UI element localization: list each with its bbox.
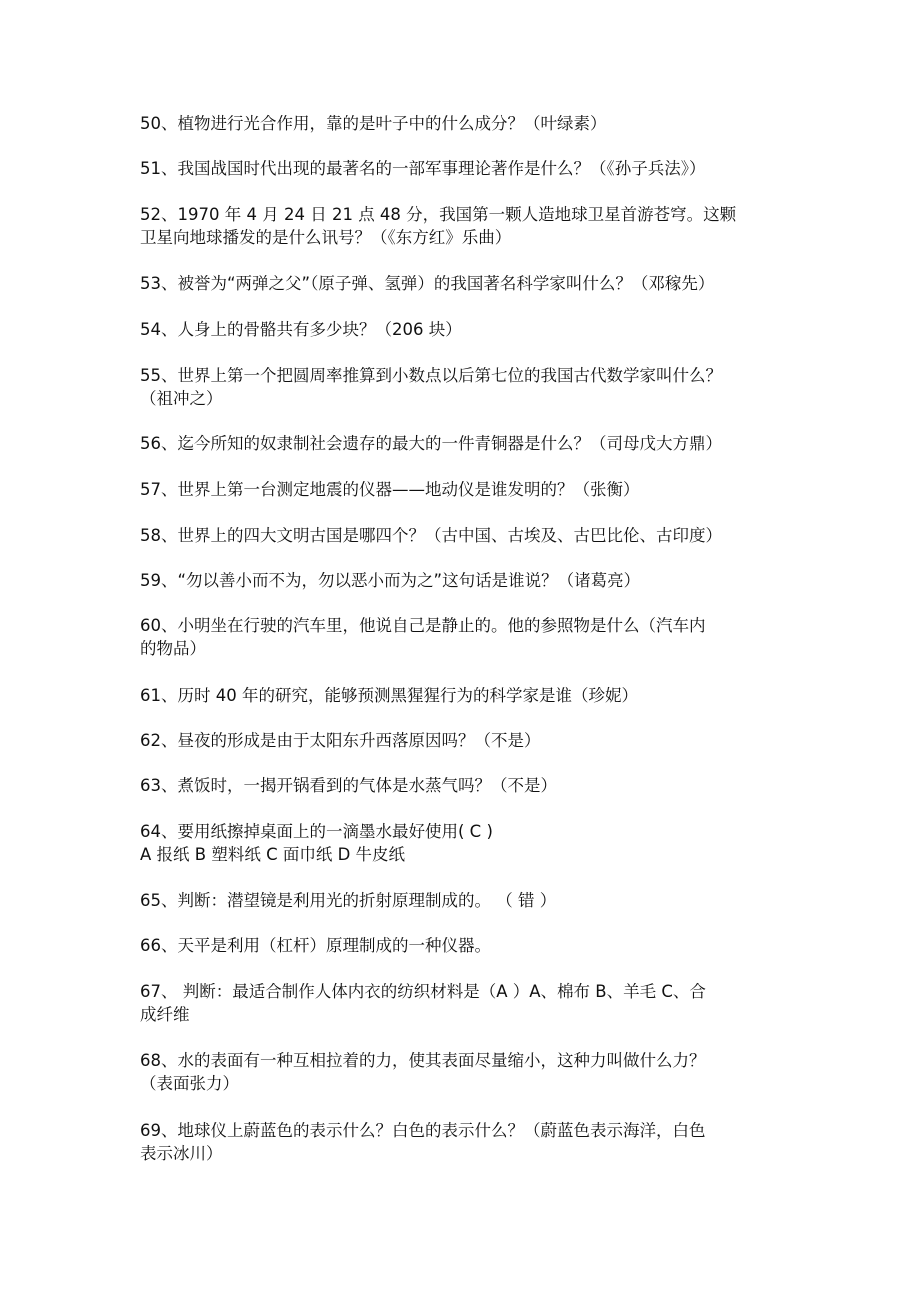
question-text: 62、昼夜的形成是由于太阳东升西落原因吗？（不是） [140, 731, 541, 750]
question-text: 成纤维 [140, 1005, 190, 1024]
question-56 [140, 432, 790, 455]
question-text: 59、“勿以善小而不为，勿以恶小而为之”这句话是谁说？（诸葛亮） [140, 571, 641, 590]
question-text: 63、煮饭时，一揭开锅看到的气体是水蒸气吗？（不是） [140, 776, 557, 795]
question-text: 卫星向地球播发的是什么讯号？（《东方红》乐曲） [140, 228, 512, 247]
question-text: 61、历时 40 年的研究，能够预测黑猩猩行为的科学家是谁（珍妮） [140, 686, 638, 705]
question-text: 52、1970 年 4 月 24 日 21 点 48 分，我国第一颗人造地球卫星首游苍穹。这颗 [140, 205, 737, 224]
question-57 [140, 478, 790, 501]
question-text: 53、被誉为“两弹之父”（原子弹、氢弹）的我国著名科学家叫什么？（邓稼先） [140, 274, 715, 293]
question-69 [140, 1119, 790, 1165]
question-options: A 报纸 B 塑料纸 C 面巾纸 D 牛皮纸 [140, 845, 406, 864]
question-51 [140, 157, 790, 180]
question-55 [140, 364, 790, 410]
question-text: （祖冲之） [140, 389, 223, 408]
question-53 [140, 272, 790, 295]
question-68 [140, 1049, 790, 1095]
question-60 [140, 614, 790, 660]
question-50 [140, 112, 790, 135]
question-text: 56、迄今所知的奴隶制社会遗存的最大的一件青铜器是什么？（司母戊大方鼎） [140, 434, 722, 453]
question-61 [140, 684, 790, 707]
question-65 [140, 889, 790, 912]
question-58 [140, 524, 790, 547]
question-64 [140, 820, 790, 866]
question-54 [140, 318, 790, 341]
question-text: 58、世界上的四大文明古国是哪四个？（古中国、古埃及、古巴比伦、古印度） [140, 526, 722, 545]
question-text: 54、人身上的骨骼共有多少块？（206 块） [140, 320, 462, 339]
question-52 [140, 203, 790, 249]
question-text: 64、要用纸擦掉桌面上的一滴墨水最好使用( C ) [140, 822, 493, 841]
question-text: 55、世界上第一个把圆周率推算到小数点以后第七位的我国古代数学家叫什么？ [140, 366, 722, 385]
question-text: 50、植物进行光合作用，靠的是叶子中的什么成分？（叶绿素） [140, 114, 607, 133]
question-text: 65、判断：潜望镜是利用光的折射原理制成的。 （ 错 ） [140, 891, 557, 910]
question-59 [140, 569, 790, 592]
question-text: 68、水的表面有一种互相拉着的力，使其表面尽量缩小，这种力叫做什么力？ [140, 1051, 706, 1070]
question-62 [140, 729, 790, 752]
question-text: 66、天平是利用（杠杆）原理制成的一种仪器。 [140, 936, 491, 955]
question-text: 的物品） [140, 639, 206, 658]
question-67 [140, 980, 790, 1026]
question-66 [140, 934, 790, 957]
question-text: 57、世界上第一台测定地震的仪器——地动仪是谁发明的？（张衡） [140, 480, 640, 499]
question-text: 51、我国战国时代出现的最著名的一部军事理论著作是什么？（《孙子兵法》） [140, 159, 706, 178]
question-63 [140, 774, 790, 797]
question-text: 表示冰川） [140, 1144, 223, 1163]
question-text: 67、 判断：最适合制作人体内衣的纺织材料是（A ）A、棉布 B、羊毛 C、合 [140, 982, 706, 1001]
question-text: （表面张力） [140, 1074, 239, 1093]
question-text: 60、小明坐在行驶的汽车里，他说自己是静止的。他的参照物是什么（汽车内 [140, 616, 706, 635]
question-text: 69、地球仪上蔚蓝色的表示什么？白色的表示什么？（蔚蓝色表示海洋，白色 [140, 1121, 706, 1140]
